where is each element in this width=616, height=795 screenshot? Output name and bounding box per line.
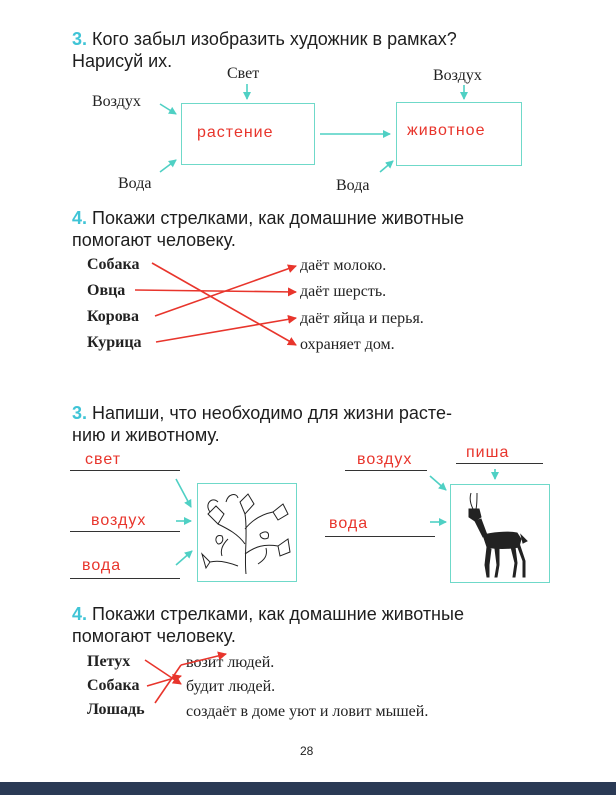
task-text: Напиши, что необходимо для жизни расте-	[92, 403, 452, 423]
label-svet: Свет	[227, 65, 260, 82]
label-voda-right: Вода	[336, 177, 370, 194]
task-number: 3.	[72, 29, 88, 49]
task-number: 4.	[72, 208, 88, 228]
arrow-vozduh-left	[160, 104, 176, 114]
arrow-kurica-yaica	[156, 318, 296, 342]
animal-answer-vozduh: воздух	[357, 451, 413, 468]
task-text: Покажи стрелками, как домашние животные	[92, 604, 464, 624]
plant-answer-voda: вода	[82, 557, 122, 574]
animal-petuh: Петух	[87, 653, 131, 670]
plant-answer-vozduh: воздух	[91, 512, 147, 529]
arrow-ovca-sherst	[135, 290, 296, 292]
label-vozduh-right: Воздух	[433, 67, 482, 84]
animal-sobaka: Собака	[87, 677, 140, 694]
arrow-loshad-vozit	[155, 665, 181, 703]
task-number: 3.	[72, 403, 88, 423]
task-4a-heading-line2: помогают человеку.	[72, 230, 236, 250]
animal-answer-pisha: пиша	[466, 444, 510, 461]
animal-answer-voda: вода	[329, 515, 369, 532]
help-budit: будит людей.	[186, 678, 276, 695]
task-4b-heading-line2: помогают человеку.	[72, 626, 236, 646]
help-yaica: даёт яйца и перья.	[300, 310, 424, 327]
task-3b-heading-line2: нию и животному.	[72, 425, 220, 445]
help-sozdaet: создаёт в доме уют и ловит мышей.	[186, 703, 429, 720]
arrow-plant-voda	[176, 551, 192, 565]
arrow-plant-svet	[176, 479, 191, 507]
page-number: 28	[300, 744, 314, 758]
help-vozit: возит людей.	[186, 654, 275, 671]
animal-sobaka: Собака	[87, 256, 140, 273]
animal-answer: животное	[407, 122, 486, 139]
arrow-sobaka-ohranyaet	[152, 263, 296, 345]
help-sherst: даёт шерсть.	[300, 283, 387, 300]
arrow-animal-vozduh	[430, 476, 446, 490]
animal-loshad: Лошадь	[87, 701, 145, 718]
plant-answer-svet: свет	[85, 451, 122, 468]
arrow-voda-right	[380, 161, 393, 172]
animal-korova: Корова	[87, 308, 139, 325]
label-vozduh-left: Воздух	[92, 93, 141, 110]
task-number: 4.	[72, 604, 88, 624]
arrow-voda-left	[160, 160, 176, 172]
task-text: Кого забыл изобразить художник в рамках?	[92, 29, 457, 49]
label-voda-left: Вода	[118, 175, 152, 192]
arrow-loshad-vozit-tail	[181, 654, 226, 665]
help-ohranyaet: охраняет дом.	[300, 336, 395, 353]
help-moloko: даёт молоко.	[300, 257, 387, 274]
task-3a-heading-line2: Нарисуй их.	[72, 51, 173, 71]
animal-kurica: Курица	[87, 334, 142, 351]
animal-ovca: Овца	[87, 282, 126, 299]
plant-answer: растение	[197, 124, 274, 141]
task-text: Покажи стрелками, как домашние животные	[92, 208, 464, 228]
